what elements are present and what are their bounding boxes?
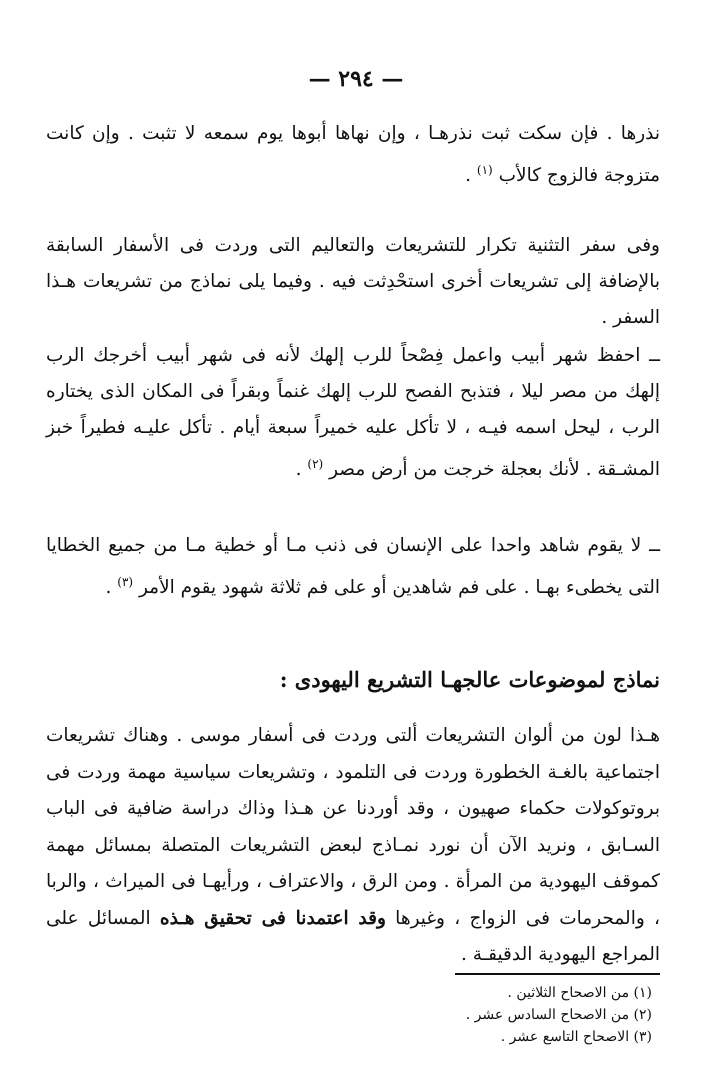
footnote-ref-2: (٢) bbox=[307, 457, 324, 471]
paragraph-text: نذرها . فإن سكت ثبت نذرهـا ، وإن نهاها أبوها يوم سمعه لا تثبت . وإن كانت متزوجة فالزوج كالأب bbox=[46, 123, 660, 187]
paragraph-end: . bbox=[465, 165, 477, 187]
paragraph-bold-text: وقد اعتمدنا فى تحقيق هـذه bbox=[159, 907, 386, 929]
paragraph-text: وفى سفر التثنية تكرار للتشريعات والتعاليم التى وردت فى الأسفار السابقة بالإضافة إلى تشريعات أخرى استحْدِثت فيه . وفيما يلى نماذج من تشريعات هـذا السفر . bbox=[46, 235, 660, 328]
footnote-ref-3: (٣) bbox=[117, 575, 134, 589]
footnotes bbox=[292, 982, 652, 1048]
section-heading: نماذج لموضوعات عالجهـا التشريع اليهودى : bbox=[279, 667, 660, 692]
footnote-divider bbox=[455, 973, 660, 975]
paragraph-text: ــ لا يقوم شاهد واحدا على الإنسان فى ذنب مـا أو خطية مـا من جميع الخطايا التى يخطىء بهـا . على فم شاهدين أو على فم ثلاثة شهود يقوم الأمر bbox=[46, 535, 660, 599]
paragraph-vow-law bbox=[46, 116, 660, 194]
footnote-2: (٢) من الاصحاح السادس عشر . bbox=[465, 1007, 652, 1023]
page-number: — ٢٩٤ — bbox=[308, 66, 404, 92]
paragraph-end: . bbox=[105, 577, 118, 599]
paragraph-deuteronomy-intro bbox=[46, 228, 660, 336]
paragraph-text: هـذا لون من ألوان التشريعات ألتى وردت فى أسفار موسى . وهناك تشريعات اجتماعية بالغـة الخطورة وردت فى التلمود ، وتشريعات سياسية مهمة وردت فى بروتوكولات حكماء صهيون ، وقد أوردنا عن هـذا وذاك دراسة ضافية فى الباب السـابق ، ونريد الآن أن نورد نمـاذج لبعض التشريعات المتصلة بمسائل مهمة كموقف اليهودية من المرأة . ومن الرق ، والاعتراف ، ورأيهـا فى الميراث ، والربا ، والمحرمات فى الزواج ، وغيرها bbox=[46, 725, 660, 929]
footnote-3: (٣) الاصحاح التاسع عشر . bbox=[500, 1029, 652, 1045]
paragraph-text-end: المسائل على المراجع اليهودية الدقيقـة . bbox=[46, 907, 660, 965]
paragraph-end: . bbox=[295, 459, 308, 481]
paragraph-witnesses bbox=[46, 528, 660, 606]
paragraph-legislation-overview bbox=[46, 718, 660, 974]
paragraph-text: ــ احفظ شهر أبيب واعمل فِصْحاً للرب إلهك لأنه فى شهر أبيب أخرجك الرب إلهك من مصر ليلا ، فتذبح الفصح للرب إلهك غنماً وبقراً فى المكان الذى يختاره الرب ، ليحل اسمه فيـه ، لا تأكل عليه خميراً سبعة أيام . تأكل عليـه فطيراً خبز المشـقة . لأنك بعجلة خرجت من أرض مصر bbox=[46, 345, 660, 481]
paragraph-passover bbox=[46, 338, 660, 488]
footnote-1: (١) من الاصحاح الثلاثين . bbox=[507, 985, 652, 1001]
footnote-ref-1: (١) bbox=[476, 163, 493, 177]
